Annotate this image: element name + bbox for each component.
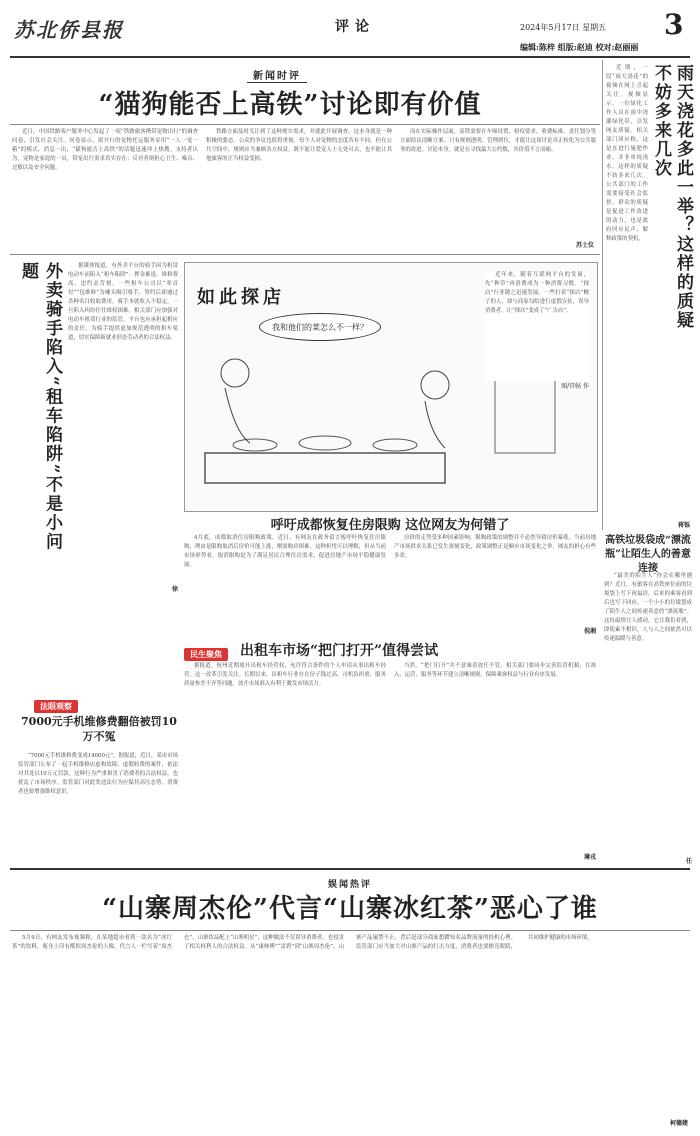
right-box-text — [604, 572, 692, 858]
right-column-paragraph: 近期，一段“雨天浇花”的视频在网上引起关注。视频显示，一位绿化工作人员在雨中浇灌绿化带，引发网友质疑。相关部门回应称，这是在进行施肥作业，并非单纯浇水。这样的质疑不妨多来几次。公共部门的工作需要接受社会监督，群众的质疑是促进工作改进的动力，也是政府回应民声、解释政策的契机。 — [606, 65, 648, 242]
right-column-author: 蒋铄 — [677, 522, 690, 529]
top-story-banner-label: 新闻时评 — [247, 71, 307, 83]
top-story-paragraph: 近日，中国铁路客户服务中心发起了一项“铁路旅客携带宠物出行”的调查问卷，引发社会关注。问卷显示，拟开行的宠物托运服务采用“一人一宠一箱”的模式。消息一出，“猫狗能否上高铁”的话题迅速冲上热搜。支持者认为，宠物是家庭的一员，带宠出行需求真实存在；反对者则担心卫生、噪音、过敏以及安全问题。 — [12, 129, 198, 171]
small-box-paragraph: “7000元手机维修费变成14000元”，据报道，近日，某市市场监管部门公布了一起手机维修店虚构故障、虚假收费的案件，依法对其处以10万元罚款。这种行为严重损害了消费者的合法权益，也扰乱了市场秩序。监管部门对此类违法行为应保持高压态势，消费者也要增强维权意识。 — [18, 753, 178, 795]
top-story-author: 苏士仪 — [575, 242, 594, 249]
right-box-paragraph: “最美的陌生人”你会在哪里遇到？近日，有旅客在高铁座位前的垃圾袋上写下祝福语，后来的乘客看到后也写下回应，一个小小的垃圾袋成了陌生人之间传递善意的“漂流瓶”。这份温情让人感动。它让我们看到，即使素不相识，人与人之间依然可以传递温暖与善意。 — [604, 573, 692, 642]
bottom-story-author: 柯德建 — [669, 1120, 688, 1127]
left-article-title: 外卖骑手陷入“租车陷阱”不是小问题 — [18, 262, 62, 552]
bottom-section-rule — [10, 868, 690, 870]
top-story-paragraph: 铁路方面及时关注到了这种现实需求，并就此开展调查，这本身就是一种积极的姿态。公众的争议也值得重视。每个人对宠物的态度各有不同，但在公共空间中，规则应当兼顾各方权益，既不能让爱宠人士无处可去，也不能让其他旅客的正当权益受损。 — [206, 129, 392, 162]
right-box-author: 任 — [685, 858, 692, 865]
left-article-text — [68, 262, 178, 592]
divider — [10, 254, 600, 255]
column-divider — [602, 60, 603, 530]
rent-story-text2 — [394, 662, 596, 858]
small-box-title: 7000元手机维修费翻倍被罚10万不冤 — [21, 715, 177, 743]
right-column-text — [606, 64, 648, 524]
left-article-paragraph: 据媒体报道，有外卖平台的骑手因为租赁电动车而陷入“租车陷阱”：押金难退、维修费高、违约金苛刻。一些租车公司以“零首付”“包维修”为噱头吸引骑手，签约后却通过各种名目收取费用。骑手本就收入不稳定，一旦陷入纠纷往往维权困难。相关部门应加强对电动车租赁行业的监管，平台也应承担起相应的责任，为骑手提供更加规范透明的租车渠道，切实保障新就业形态劳动者的合法权益。 — [68, 263, 178, 341]
rent-story-text1 — [184, 662, 386, 858]
newspaper-logo: 苏北侨县报 — [14, 18, 124, 42]
editor-credits: 编辑:陈梓 组版:赵迪 校对:赵丽丽 — [520, 42, 639, 52]
rent-story-title: 出租车市场“把门打开”值得尝试 — [240, 643, 439, 659]
top-story-col1 — [12, 128, 198, 248]
cartoon-caption — [485, 271, 589, 381]
rent-story-tag — [184, 642, 228, 661]
mid-story-author: 倪湘 — [583, 628, 596, 635]
right-box-title: 高铁垃圾袋成“漂流瓶”让陌生人的善意连接 — [605, 535, 691, 574]
divider — [10, 930, 690, 931]
small-box-text — [18, 752, 178, 856]
page-number: 3 — [664, 8, 684, 41]
rent-story-tag-label: 民生聚焦 — [184, 648, 228, 661]
top-story-paragraph: 而在实际操作层面，高铁需要在车厢设置、检疫要求、收费标准、责任划分等方面给出清晰方案。只有规则透明、管理到位，才能让这场讨论真正转化为公共服务的改进。讨论本身，就是在寻找最大公约数，其价值不言而喻。 — [400, 129, 596, 153]
top-story-banner — [232, 64, 322, 83]
bottom-story-paragraph: 5月9日，有网友发布视频称，在某地超市看到一款名为“冰红茶”的饮料，瓶身上印有酷似周杰伦的人像，代言人一栏写着“周杰仑”。山寨饮品配上“山寨明星”，这种做法不仅误导消费者，也侵害了相关权利人的合法权益。从“康帅傅”“雷碧”到“山寨周杰伦”，山寨产品屡禁不止，背后是部分商家想蹭知名品牌流量的投机心理。监管部门应当加大对山寨产品的打击力度，消费者也要擦亮眼睛，共同维护健康的市场环境。 — [12, 935, 593, 950]
mid-story-paragraph: 4月底，成都取消住房限购政策。近日，有网友在政务留言板呼吁恢复住房限购，理由是限购取消后房价可能上涨，刚需购房困难。这种担忧可以理解，但从当前市场形势看，取消限购是为了满足居民合理住房需求，促进房地产市场平稳健康发展。 — [184, 535, 386, 568]
top-story-col3 — [400, 128, 596, 240]
rent-story-paragraph: 据报道，杭州近期放开出租车经营权，允许符合条件的个人申请从事出租车经营。这一改革引发关注。长期以来，出租车行业存在份子钱过高、司机负担重、服务质量参差不齐等问题，放开市场准入有利于激发市场活力。 — [184, 663, 386, 687]
issue-date: 2024年5月17日 星期五 — [520, 23, 607, 32]
mid-story-text2 — [394, 534, 596, 626]
rent-story-paragraph: 当然，“把门打开”并不意味着放任不管。相关部门要同步完善监管机制，在准入、运营、服务等环节建立清晰规则，保障乘客权益与行业有序发展。 — [394, 663, 596, 678]
cartoon-title: 如此探店 — [197, 287, 285, 308]
small-box-tag — [34, 694, 78, 713]
cartoon-panel — [184, 262, 598, 512]
mid-story-title: 呼吁成都恢复住房限购 这位网友为何错了 — [270, 518, 510, 533]
rent-story-author: 薄戎 — [583, 854, 596, 861]
section-title: 评论 — [335, 19, 375, 35]
masthead-rule — [10, 56, 690, 58]
divider — [10, 124, 600, 125]
cartoon-artist: 图/宫帖 作 — [561, 383, 589, 390]
bottom-story-banner-label: 娱闻热评 — [327, 880, 372, 890]
left-article-author: 徐 — [171, 586, 178, 593]
mid-story-text1 — [184, 534, 386, 626]
cartoon-caption-text: 近年来，随着互联网平台的发展，先“种草”再消费成为一种消费习惯。“探店”行业随之迅速发展。一些打着“探店”幌子的人，却与商家勾结进行虚假宣传，误导消费者，让“探店”变成了“广告店”。 — [485, 272, 589, 314]
right-column-title: 雨天浇花多此一举？这样的质疑不妨多来几次 — [651, 64, 693, 330]
bottom-story-text — [12, 934, 688, 1118]
cartoon-speech-bubble: 我和他们的菜怎么不一样？ — [259, 313, 381, 341]
top-story-headline: “猫狗能否上高铁”讨论即有价值 — [98, 90, 482, 120]
small-box-tag-label: 法眼观察 — [34, 700, 78, 713]
bottom-story-headline: “山寨周杰伦”代言“山寨冰红茶”恶心了谁 — [102, 894, 598, 924]
mid-story-paragraph: 房价的走势受多种因素影响，限购政策的调整并不必然导致房价暴涨。当前房地产市场供求关系已发生深刻变化，政策调整正是顺应市场变化之举，网友的担心有些多余。 — [394, 535, 596, 559]
top-story-col2 — [206, 128, 392, 248]
